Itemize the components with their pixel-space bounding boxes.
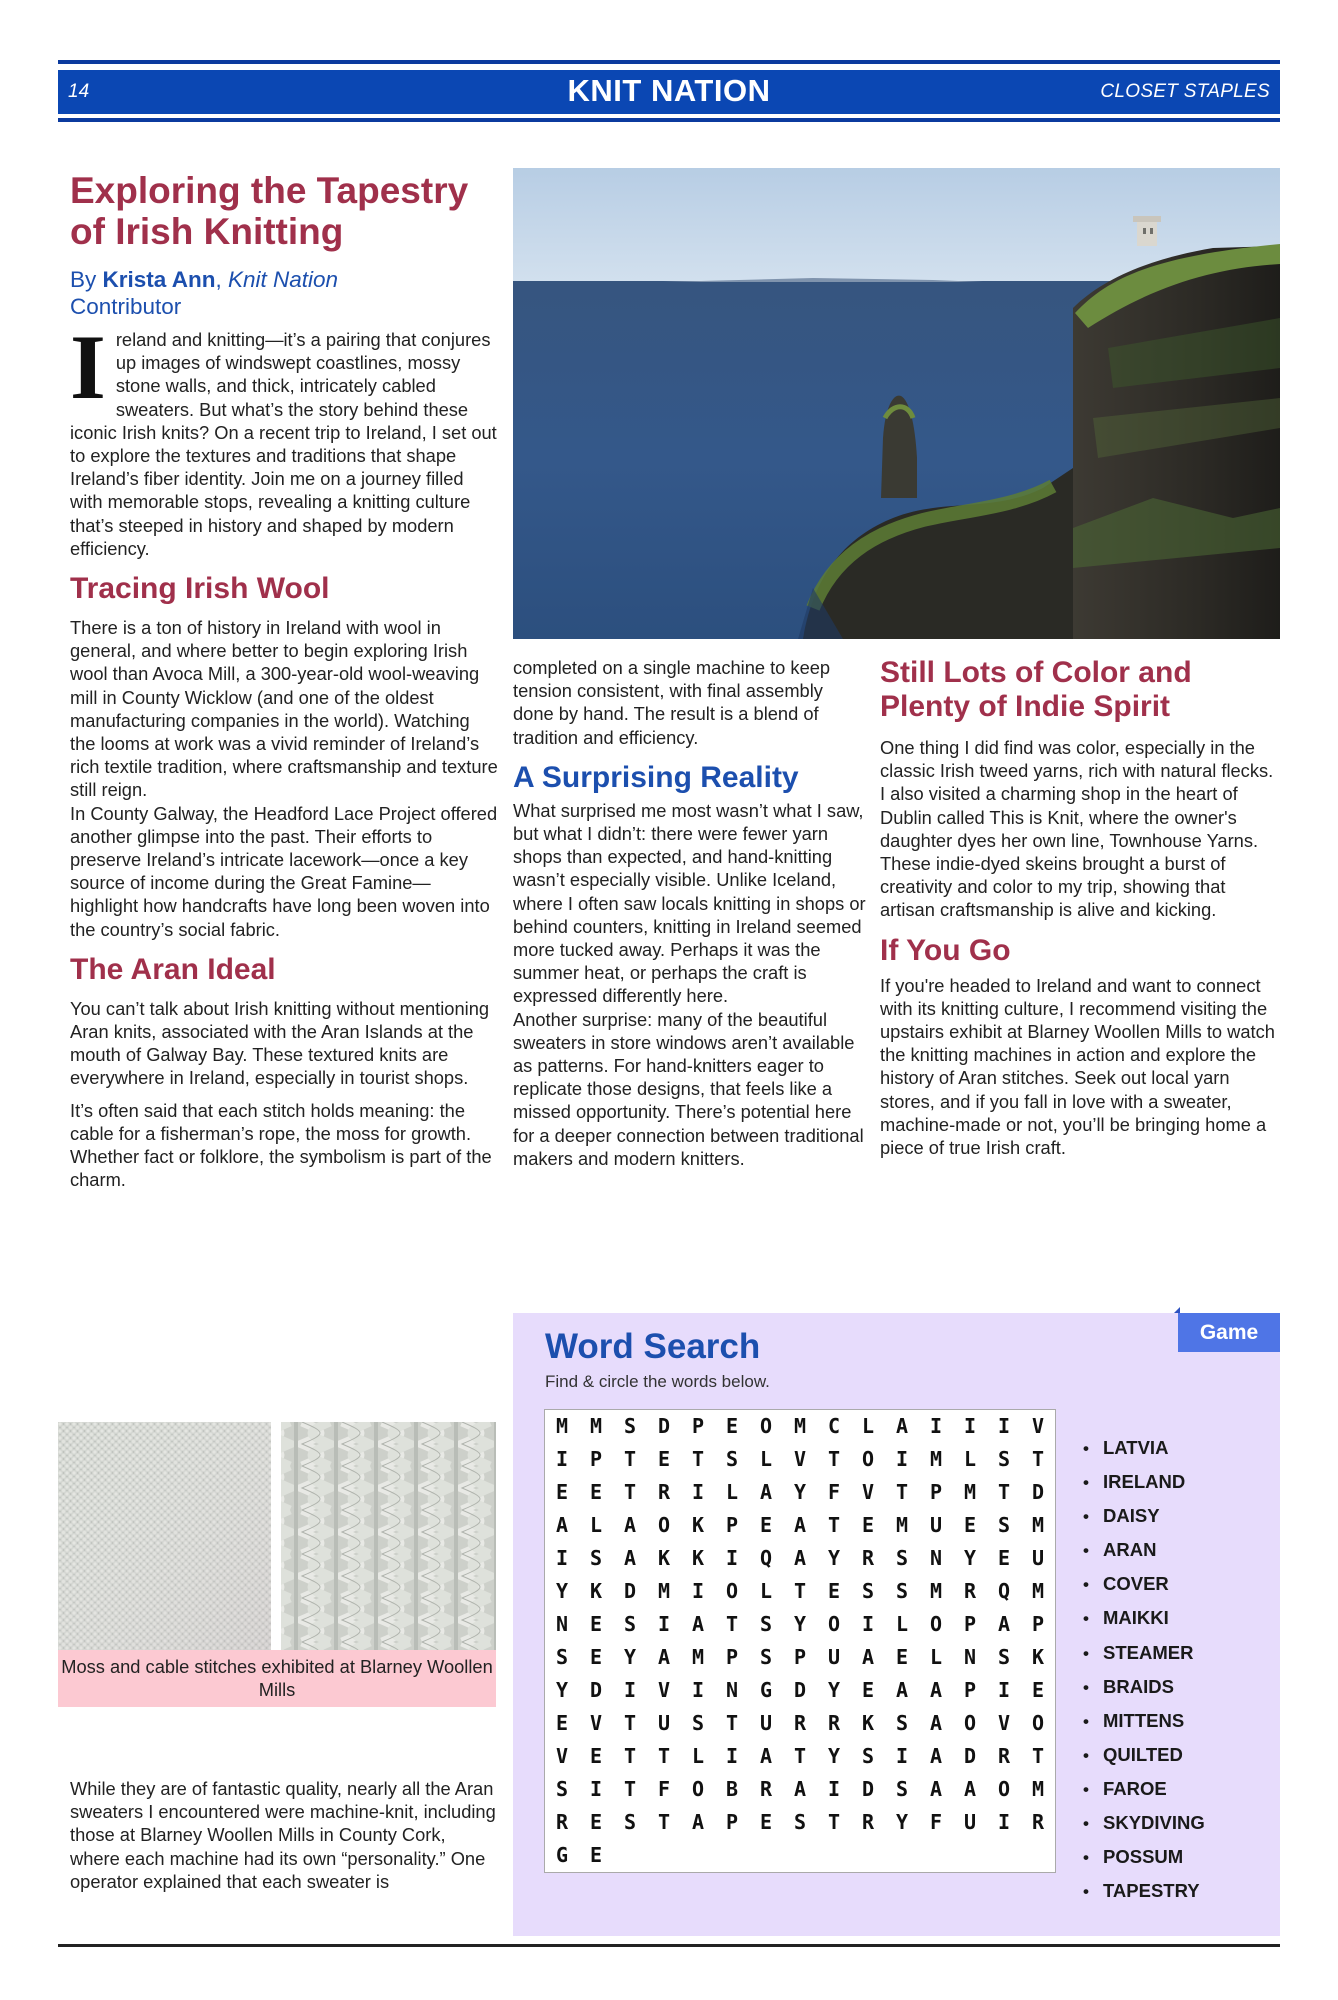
grid-cell[interactable]: L <box>725 1480 739 1504</box>
word-list-item: • QUILTED <box>1083 1738 1205 1772</box>
grid-cell[interactable]: I <box>963 1414 977 1438</box>
grid-cell[interactable]: I <box>827 1777 841 1801</box>
grid-cell[interactable]: L <box>929 1645 943 1669</box>
grid-cell[interactable]: N <box>725 1678 739 1702</box>
grid-cell[interactable]: U <box>963 1810 977 1834</box>
grid-cell[interactable]: E <box>827 1579 841 1603</box>
grid-cell[interactable]: T <box>623 1447 637 1471</box>
grid-cell[interactable]: T <box>657 1744 671 1768</box>
grid-cell[interactable]: Y <box>555 1678 569 1702</box>
grid-cell[interactable]: P <box>725 1513 739 1537</box>
grid-cell[interactable]: E <box>657 1447 671 1471</box>
grid-cell[interactable]: R <box>555 1810 569 1834</box>
publication-title: KNIT NATION <box>567 73 771 108</box>
heading-tracing-irish-wool: Tracing Irish Wool <box>70 572 330 606</box>
grid-cell[interactable]: T <box>623 1744 637 1768</box>
grid-cell[interactable]: I <box>691 1480 705 1504</box>
grid-cell[interactable]: I <box>997 1678 1011 1702</box>
grid-cell[interactable]: S <box>997 1513 1011 1537</box>
word-list-item: • LATVIA <box>1083 1431 1205 1465</box>
drop-cap: I <box>70 316 106 418</box>
grid-cell[interactable]: S <box>589 1546 603 1570</box>
grid-cell[interactable]: V <box>793 1447 807 1471</box>
grid-cell[interactable]: Q <box>997 1579 1011 1603</box>
grid-cell[interactable]: M <box>929 1447 943 1471</box>
grid-cell[interactable]: M <box>895 1513 909 1537</box>
tracing-paragraph-2: In County Galway, the Headford Lace Project offered another glimpse into the past. Their efforts to preserve Ireland’s intricate lacework—once a key source of income during the Great Famine—highlight how handcrafts have long been woven into the country’s social fabric. <box>70 802 498 940</box>
grid-cell[interactable]: I <box>589 1777 603 1801</box>
grid-cell[interactable]: A <box>623 1546 637 1570</box>
grid-cell[interactable]: O <box>657 1513 671 1537</box>
grid-cell[interactable]: S <box>623 1810 637 1834</box>
grid-cell[interactable]: I <box>929 1414 943 1438</box>
grid-cell[interactable]: E <box>861 1513 875 1537</box>
grid-cell[interactable]: E <box>589 1612 603 1636</box>
grid-cell[interactable]: I <box>997 1414 1011 1438</box>
word-list-item: • POSSUM <box>1083 1840 1205 1874</box>
grid-cell[interactable]: I <box>725 1744 739 1768</box>
grid-cell[interactable]: R <box>759 1777 773 1801</box>
grid-cell[interactable]: T <box>725 1711 739 1735</box>
grid-cell[interactable]: D <box>793 1678 807 1702</box>
grid-cell[interactable]: L <box>963 1447 977 1471</box>
grid-cell[interactable]: P <box>725 1810 739 1834</box>
column-middle <box>513 656 868 1170</box>
grid-cell[interactable]: Y <box>963 1546 977 1570</box>
grid-cell[interactable]: E <box>1031 1678 1045 1702</box>
grid-cell[interactable]: T <box>827 1447 841 1471</box>
grid-cell[interactable]: I <box>555 1447 569 1471</box>
cliffs-image <box>513 168 1280 639</box>
grid-cell[interactable]: T <box>827 1810 841 1834</box>
grid-cell[interactable]: A <box>929 1711 943 1735</box>
grid-cell[interactable]: A <box>657 1645 671 1669</box>
grid-cell[interactable]: A <box>895 1414 909 1438</box>
grid-cell[interactable]: Y <box>895 1810 909 1834</box>
word-search-instructions: Find & circle the words below. <box>545 1372 770 1391</box>
grid-cell[interactable]: V <box>555 1744 569 1768</box>
word-list-item: • STEAMER <box>1083 1636 1205 1670</box>
grid-cell[interactable]: G <box>555 1843 569 1867</box>
word-list-item: • BRAIDS <box>1083 1670 1205 1704</box>
grid-cell[interactable]: Y <box>827 1546 841 1570</box>
grid-cell[interactable]: A <box>759 1480 773 1504</box>
grid-cell[interactable]: P <box>793 1645 807 1669</box>
grid-cell[interactable]: M <box>657 1579 671 1603</box>
grid-cell[interactable]: L <box>691 1744 705 1768</box>
grid-cell[interactable]: O <box>827 1612 841 1636</box>
grid-cell[interactable]: C <box>827 1414 841 1438</box>
section-label: CLOSET STAPLES <box>1100 81 1270 102</box>
grid-cell[interactable]: T <box>623 1777 637 1801</box>
game-tag: Game <box>1178 1313 1280 1352</box>
grid-cell[interactable]: T <box>691 1447 705 1471</box>
grid-cell[interactable]: U <box>827 1645 841 1669</box>
grid-cell[interactable]: M <box>555 1414 569 1438</box>
grid-cell[interactable]: O <box>861 1447 875 1471</box>
cliffs-photo <box>513 168 1280 639</box>
grid-cell[interactable]: L <box>895 1612 909 1636</box>
byline-separator: , <box>215 267 228 292</box>
grid-cell[interactable]: I <box>725 1546 739 1570</box>
word-search-grid[interactable] <box>544 1409 1056 1873</box>
grid-cell[interactable]: U <box>929 1513 943 1537</box>
grid-cell[interactable]: I <box>555 1546 569 1570</box>
heading-surprising-reality: A Surprising Reality <box>513 760 799 794</box>
grid-cell[interactable]: A <box>793 1546 807 1570</box>
grid-cell[interactable]: E <box>997 1546 1011 1570</box>
grid-cell[interactable]: I <box>895 1447 909 1471</box>
aran-paragraph-3: While they are of fantastic quality, nearly all the Aran sweaters I encountered were machine-knit, including those at Blarney Woollen Mills in County Cork, where each machine had its own “personality.” One operator explained that each sweater is <box>70 1778 496 1892</box>
grid-cell[interactable]: A <box>861 1645 875 1669</box>
grid-cell[interactable]: T <box>895 1480 909 1504</box>
grid-cell[interactable]: D <box>623 1579 637 1603</box>
grid-cell[interactable]: E <box>861 1678 875 1702</box>
word-search-title: Word Search <box>545 1327 761 1366</box>
grid-cell[interactable]: A <box>929 1744 943 1768</box>
grid-cell[interactable]: K <box>657 1546 671 1570</box>
grid-cell[interactable]: E <box>589 1843 603 1867</box>
grid-cell[interactable]: E <box>589 1480 603 1504</box>
grid-cell[interactable]: M <box>929 1579 943 1603</box>
grid-cell[interactable]: K <box>691 1513 705 1537</box>
column-left-bottom <box>70 1777 498 1893</box>
grid-cell[interactable]: A <box>623 1513 637 1537</box>
word-list-item: • FAROE <box>1083 1772 1205 1806</box>
word-list-item: • SKYDIVING <box>1083 1806 1205 1840</box>
grid-cell[interactable]: D <box>589 1678 603 1702</box>
grid-cell[interactable]: R <box>793 1711 807 1735</box>
footer-rule <box>58 1944 1280 1947</box>
grid-cell[interactable]: D <box>861 1777 875 1801</box>
grid-cell[interactable]: I <box>657 1612 671 1636</box>
masthead <box>58 60 1280 122</box>
grid-cell[interactable]: T <box>623 1480 637 1504</box>
grid-cell[interactable]: S <box>555 1777 569 1801</box>
tracing-paragraph-1: There is a ton of history in Ireland with wool in general, and where better to begin exploring Irish wool than Avoca Mill, a 300-year-old wool-weaving mill in County Wicklow (and one of the oldest manufacturing companies in the world). Watching the looms at work was a vivid reminder of Ireland’s rich textile tradition, where craftsmanship and texture still reign. <box>70 617 498 801</box>
grid-cell[interactable]: S <box>623 1414 637 1438</box>
grid-cell[interactable]: A <box>793 1513 807 1537</box>
author-name: Krista Ann <box>102 267 216 292</box>
surprising-paragraph-2: Another surprise: many of the beautiful sweaters in store windows aren’t available as patterns. For hand-knitters eager to replicate those designs, that feels like a missed opportunity. There’s potential here for a deeper connection between traditional makers and modern knitters. <box>513 1008 864 1169</box>
grid-cell[interactable]: Q <box>759 1546 773 1570</box>
grid-cell[interactable]: A <box>691 1612 705 1636</box>
grid-cell[interactable]: Y <box>827 1744 841 1768</box>
grid-cell[interactable]: N <box>929 1546 943 1570</box>
intro-text: reland and knitting—it’s a pairing that conjures up images of windswept coastlines, mossy stone walls, and thick, intricately cabled sweaters. But what’s the story behind these iconic Irish knits? On a recent trip to Ireland, I set out to explore the textures and traditions that shape Ireland’s fiber identity. Join me on a journey filled with memorable stops, revealing a knitting culture that’s steeped in history and shaped by modern efficiency. <box>70 329 497 559</box>
grid-cell[interactable]: A <box>997 1612 1011 1636</box>
grid-cell[interactable]: T <box>1031 1744 1045 1768</box>
grid-cell[interactable]: L <box>589 1513 603 1537</box>
word-search-panel <box>513 1313 1280 1936</box>
grid-cell[interactable]: R <box>1031 1810 1045 1834</box>
word-list-item: • IRELAND <box>1083 1465 1205 1499</box>
grid-cell[interactable]: R <box>827 1711 841 1735</box>
grid-cell[interactable]: V <box>589 1711 603 1735</box>
grid-cell[interactable]: S <box>997 1447 1011 1471</box>
grid-cell[interactable]: T <box>997 1480 1011 1504</box>
grid-cell[interactable]: M <box>589 1414 603 1438</box>
aran-paragraph-2: It’s often said that each stitch holds meaning: the cable for a fisherman’s rope, the moss for growth. Whether fact or folklore, the symbolism is part of the charm. <box>70 1099 492 1191</box>
grid-cell[interactable]: A <box>555 1513 569 1537</box>
grid-cell[interactable]: L <box>861 1414 875 1438</box>
grid-cell[interactable]: M <box>1031 1579 1045 1603</box>
heading-aran-ideal: The Aran Ideal <box>70 952 276 986</box>
grid-cell[interactable]: I <box>861 1612 875 1636</box>
grid-cell[interactable]: T <box>1031 1447 1045 1471</box>
grid-cell[interactable]: M <box>963 1480 977 1504</box>
grid-cell[interactable]: N <box>555 1612 569 1636</box>
grid-cell[interactable]: E <box>759 1513 773 1537</box>
grid-cell[interactable]: B <box>725 1777 739 1801</box>
grid-cell[interactable]: S <box>759 1612 773 1636</box>
stitch-photos <box>58 1422 496 1707</box>
column-left <box>70 170 498 1192</box>
grid-cell[interactable]: E <box>589 1810 603 1834</box>
grid-cell[interactable]: K <box>691 1546 705 1570</box>
grid-cell[interactable]: I <box>623 1678 637 1702</box>
grid-cell[interactable]: P <box>963 1678 977 1702</box>
grid-cell[interactable]: S <box>895 1546 909 1570</box>
grid-cell[interactable]: E <box>759 1810 773 1834</box>
grid-cell[interactable]: Y <box>623 1645 637 1669</box>
heading-color-indie-spirit: Still Lots of Color and Plenty of Indie Spirit <box>880 656 1192 723</box>
grid-cell[interactable]: F <box>827 1480 841 1504</box>
grid-cell[interactable]: I <box>691 1579 705 1603</box>
aran-paragraph-3-continued: completed on a single machine to keep tension consistent, with final assembly done by hand. The result is a blend of tradition and efficiency. <box>513 657 831 748</box>
grid-cell[interactable]: D <box>657 1414 671 1438</box>
grid-cell[interactable]: G <box>759 1678 773 1702</box>
intro-paragraph <box>70 316 498 560</box>
grid-cell[interactable]: E <box>589 1744 603 1768</box>
grid-cell[interactable]: S <box>895 1579 909 1603</box>
byline-prefix: By <box>70 267 103 292</box>
grid-cell[interactable]: T <box>793 1579 807 1603</box>
byline-role: Contributor <box>70 294 182 319</box>
grid-cell[interactable]: R <box>997 1744 1011 1768</box>
grid-cell[interactable]: I <box>691 1678 705 1702</box>
grid-cell[interactable]: F <box>657 1777 671 1801</box>
grid-cell[interactable]: K <box>589 1579 603 1603</box>
grid-cell[interactable]: E <box>895 1645 909 1669</box>
page-number: 14 <box>68 81 90 102</box>
grid-cell[interactable]: R <box>657 1480 671 1504</box>
grid-cell[interactable]: V <box>997 1711 1011 1735</box>
grid-cell[interactable]: S <box>895 1711 909 1735</box>
word-list-item: • ARAN <box>1083 1533 1205 1567</box>
grid-cell[interactable]: A <box>963 1777 977 1801</box>
grid-cell[interactable]: E <box>589 1645 603 1669</box>
grid-cell[interactable]: T <box>623 1711 637 1735</box>
grid-cell[interactable]: R <box>963 1579 977 1603</box>
grid-cell[interactable]: M <box>793 1414 807 1438</box>
grid-cell[interactable]: V <box>861 1480 875 1504</box>
grid-cell[interactable]: P <box>725 1645 739 1669</box>
grid-cell[interactable]: P <box>589 1447 603 1471</box>
grid-cell[interactable]: E <box>555 1711 569 1735</box>
grid-cell[interactable]: Y <box>555 1579 569 1603</box>
grid-cell[interactable]: E <box>725 1414 739 1438</box>
grid-cell[interactable]: O <box>963 1711 977 1735</box>
article-title: Exploring the Tapestry of Irish Knitting <box>70 170 469 252</box>
grid-cell[interactable]: Y <box>793 1480 807 1504</box>
grid-cell[interactable]: O <box>997 1777 1011 1801</box>
word-list-item: • MAIKKI <box>1083 1601 1205 1635</box>
grid-cell[interactable]: D <box>1031 1480 1045 1504</box>
grid-cell[interactable]: S <box>861 1579 875 1603</box>
surprising-paragraph-1: What surprised me most wasn’t what I saw, but what I didn’t: there were fewer yarn shops than expected, and hand-knitting wasn’t especially visible. Unlike Iceland, where I often saw locals knitting in shops or behind counters, knitting in Ireland seemed more tucked away. Perhaps it was the summer heat, or perhaps the craft is expressed differently here. <box>513 799 866 1007</box>
grid-cell[interactable]: L <box>759 1447 773 1471</box>
grid-cell[interactable]: S <box>793 1810 807 1834</box>
grid-cell[interactable]: O <box>759 1414 773 1438</box>
grid-cell[interactable]: S <box>725 1447 739 1471</box>
grid-cell[interactable]: T <box>657 1810 671 1834</box>
grid-cell[interactable]: U <box>1031 1546 1045 1570</box>
word-list <box>1083 1431 1205 1908</box>
grid-cell[interactable]: O <box>929 1612 943 1636</box>
grid-cell[interactable]: K <box>861 1711 875 1735</box>
grid-cell[interactable]: V <box>1031 1414 1045 1438</box>
grid-cell[interactable]: Y <box>793 1612 807 1636</box>
grid-cell[interactable]: O <box>725 1579 739 1603</box>
aran-paragraph-1: You can’t talk about Irish knitting without mentioning Aran knits, associated with the Aran Islands at the mouth of Galway Bay. These textured knits are everywhere in Ireland, especially in tourist shops. <box>70 997 490 1089</box>
masthead-bottom-rule <box>58 118 1280 122</box>
byline <box>70 266 498 320</box>
grid-cell[interactable]: F <box>929 1810 943 1834</box>
grid-cell[interactable]: K <box>1031 1645 1045 1669</box>
word-list-item: • COVER <box>1083 1567 1205 1601</box>
grid-cell[interactable]: R <box>861 1810 875 1834</box>
grid-cell[interactable]: Y <box>827 1678 841 1702</box>
color-paragraph: One thing I did find was color, especially in the classic Irish tweed yarns, rich with natural flecks. I also visited a charming shop in the heart of Dublin called This is Knit, where the owner's daughter dyes her own line, Townhouse Yarns. These indie-dyed skeins brought a burst of creativity and color to my trip, showing that artisan craftsmanship is alive and kicking. <box>880 737 1274 921</box>
grid-cell[interactable]: A <box>793 1777 807 1801</box>
grid-cell[interactable]: M <box>1031 1513 1045 1537</box>
grid-cell[interactable]: U <box>759 1711 773 1735</box>
word-list-item: • TAPESTRY <box>1083 1874 1205 1908</box>
grid-cell[interactable]: T <box>827 1513 841 1537</box>
grid-cell[interactable]: S <box>691 1711 705 1735</box>
grid-cell[interactable]: A <box>691 1810 705 1834</box>
grid-cell[interactable]: M <box>1031 1777 1045 1801</box>
grid-cell[interactable]: N <box>963 1645 977 1669</box>
grid-cell[interactable]: P <box>691 1414 705 1438</box>
grid-cell[interactable]: P <box>1031 1612 1045 1636</box>
grid-cell[interactable]: A <box>929 1777 943 1801</box>
grid-cell[interactable]: O <box>1031 1711 1045 1735</box>
grid-cell[interactable]: S <box>861 1744 875 1768</box>
photo-caption: Moss and cable stitches exhibited at Blarney Woollen Mills <box>58 1650 496 1707</box>
stitch-photos-image <box>58 1422 496 1650</box>
grid-cell[interactable]: E <box>555 1480 569 1504</box>
grid-cell[interactable]: A <box>929 1678 943 1702</box>
grid-cell[interactable]: M <box>691 1645 705 1669</box>
grid-cell[interactable]: U <box>657 1711 671 1735</box>
grid-cell[interactable]: P <box>929 1480 943 1504</box>
grid-cell[interactable]: P <box>963 1612 977 1636</box>
grid-cell[interactable]: V <box>657 1678 671 1702</box>
grid-cell[interactable]: A <box>759 1744 773 1768</box>
word-list-item: • DAISY <box>1083 1499 1205 1533</box>
grid-cell[interactable]: S <box>997 1645 1011 1669</box>
grid-cell[interactable]: T <box>725 1612 739 1636</box>
grid-cell[interactable]: E <box>963 1513 977 1537</box>
grid-cell[interactable]: S <box>555 1645 569 1669</box>
byline-outlet: Knit Nation <box>227 267 339 292</box>
if-you-go-paragraph: If you're headed to Ireland and want to connect with its knitting culture, I recommend visiting the upstairs exhibit at Blarney Woollen Mills to watch the knitting machines in action and explore the history of Aran stitches. Seek out local yarn stores, and if you fall in love with a sweater, machine-made or not, you’ll be bringing home a piece of true Irish craft. <box>880 974 1275 1159</box>
word-list-item: • MITTENS <box>1083 1704 1205 1738</box>
column-right <box>880 656 1280 1159</box>
grid-cell[interactable]: I <box>895 1744 909 1768</box>
grid-cell[interactable]: O <box>691 1777 705 1801</box>
grid-cell[interactable]: I <box>997 1810 1011 1834</box>
grid-cell[interactable]: D <box>963 1744 977 1768</box>
grid-cell[interactable]: T <box>793 1744 807 1768</box>
masthead-top-rule <box>58 60 1280 64</box>
grid-cell[interactable]: R <box>861 1546 875 1570</box>
grid-cell[interactable]: A <box>895 1678 909 1702</box>
grid-cell[interactable]: S <box>895 1777 909 1801</box>
grid-cell[interactable]: L <box>759 1579 773 1603</box>
grid-cell[interactable]: S <box>759 1645 773 1669</box>
grid-cell[interactable]: S <box>623 1612 637 1636</box>
heading-if-you-go: If You Go <box>880 933 1011 967</box>
